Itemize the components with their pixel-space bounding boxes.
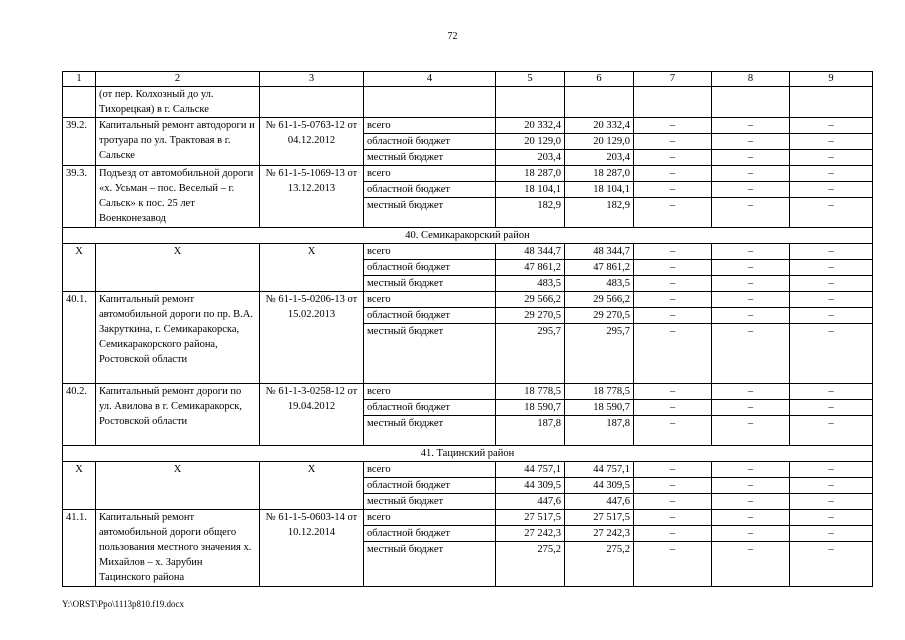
dash-cell: – bbox=[634, 478, 712, 494]
x-mark: Х bbox=[260, 462, 364, 510]
value-cell: 18 590,7 bbox=[565, 400, 634, 416]
value-cell: 27 242,3 bbox=[565, 526, 634, 542]
source-total: всего bbox=[364, 292, 496, 308]
row-number: 40.2. bbox=[63, 384, 96, 446]
value-cell: 203,4 bbox=[496, 150, 565, 166]
dash-cell: – bbox=[634, 244, 712, 260]
value-cell: 447,6 bbox=[565, 494, 634, 510]
value-cell: 18 778,5 bbox=[496, 384, 565, 400]
source-total: всего bbox=[364, 510, 496, 526]
dash-cell: – bbox=[712, 400, 790, 416]
source-local: местный бюджет bbox=[364, 324, 496, 384]
dash-cell: – bbox=[712, 118, 790, 134]
value-cell: 447,6 bbox=[496, 494, 565, 510]
col-header: 7 bbox=[634, 72, 712, 87]
dash-cell: – bbox=[790, 260, 873, 276]
dash-cell: – bbox=[634, 542, 712, 587]
dash-cell: – bbox=[790, 292, 873, 308]
value-cell: 20 332,4 bbox=[496, 118, 565, 134]
col-header: 2 bbox=[96, 72, 260, 87]
table-row bbox=[63, 510, 873, 526]
value-cell: 29 566,2 bbox=[496, 292, 565, 308]
value-cell: 275,2 bbox=[565, 542, 634, 587]
dash-cell: – bbox=[790, 150, 873, 166]
source-total: всего bbox=[364, 244, 496, 260]
source-regional: областной бюджет bbox=[364, 260, 496, 276]
contract-cell: № 61-1-5-0603-14 от 10.12.2014 bbox=[260, 510, 364, 587]
dash-cell: – bbox=[790, 510, 873, 526]
dash-cell: – bbox=[634, 384, 712, 400]
dash-cell: – bbox=[712, 198, 790, 228]
value-cell: 20 129,0 bbox=[496, 134, 565, 150]
x-mark: Х bbox=[63, 462, 96, 510]
source-total: всего bbox=[364, 384, 496, 400]
value-cell: 182,9 bbox=[496, 198, 565, 228]
value-cell: 44 757,1 bbox=[496, 462, 565, 478]
x-mark: Х bbox=[260, 244, 364, 292]
dash-cell: – bbox=[790, 182, 873, 198]
source-regional: областной бюджет bbox=[364, 308, 496, 324]
dash-cell: – bbox=[712, 134, 790, 150]
dash-cell: – bbox=[634, 198, 712, 228]
value-cell: 47 861,2 bbox=[496, 260, 565, 276]
dash-cell: – bbox=[790, 198, 873, 228]
contract-cell: № 61-1-5-1069-13 от 13.12.2013 bbox=[260, 166, 364, 228]
col-header: 1 bbox=[63, 72, 96, 87]
value-cell: 182,9 bbox=[565, 198, 634, 228]
dash-cell: – bbox=[712, 542, 790, 587]
table-row bbox=[63, 118, 873, 134]
object-name: Капитальный ремонт автомобильной дороги общего пользования местного значения х. Михайлов – х. Зарубин Тацинского района bbox=[96, 510, 260, 587]
dash-cell: – bbox=[712, 166, 790, 182]
dash-cell: – bbox=[712, 244, 790, 260]
value-cell: 20 332,4 bbox=[565, 118, 634, 134]
source-regional: областной бюджет bbox=[364, 400, 496, 416]
dash-cell: – bbox=[634, 324, 712, 384]
dash-cell: – bbox=[712, 478, 790, 494]
dash-cell: – bbox=[712, 182, 790, 198]
value-cell: 29 270,5 bbox=[565, 308, 634, 324]
source-local: местный бюджет bbox=[364, 150, 496, 166]
dash-cell: – bbox=[712, 308, 790, 324]
dash-cell: – bbox=[712, 462, 790, 478]
section-row bbox=[63, 228, 873, 244]
dash-cell: – bbox=[634, 260, 712, 276]
x-mark: Х bbox=[63, 244, 96, 292]
dash-cell: – bbox=[790, 416, 873, 446]
col-header: 3 bbox=[260, 72, 364, 87]
value-cell: 18 104,1 bbox=[496, 182, 565, 198]
source-regional: областной бюджет bbox=[364, 182, 496, 198]
dash-cell: – bbox=[790, 166, 873, 182]
col-header: 5 bbox=[496, 72, 565, 87]
value-cell bbox=[496, 87, 565, 118]
row-number: 39.2. bbox=[63, 118, 96, 166]
value-cell: 44 309,5 bbox=[496, 478, 565, 494]
value-cell: 203,4 bbox=[565, 150, 634, 166]
table-row bbox=[63, 87, 873, 118]
value-cell: 18 287,0 bbox=[496, 166, 565, 182]
value-cell: 295,7 bbox=[496, 324, 565, 384]
table-row bbox=[63, 462, 873, 478]
value-cell: 187,8 bbox=[496, 416, 565, 446]
dash-cell: – bbox=[790, 494, 873, 510]
col-header: 6 bbox=[565, 72, 634, 87]
value-cell bbox=[565, 87, 634, 118]
value-cell: 275,2 bbox=[496, 542, 565, 587]
value-cell bbox=[634, 87, 712, 118]
dash-cell: – bbox=[790, 308, 873, 324]
footer-file-path: Y:\ORST\Ppo\1113p810.f19.docx bbox=[62, 599, 185, 609]
dash-cell: – bbox=[634, 462, 712, 478]
dash-cell: – bbox=[790, 134, 873, 150]
row-number: 40.1. bbox=[63, 292, 96, 384]
header-row bbox=[63, 72, 873, 87]
dash-cell: – bbox=[712, 526, 790, 542]
page-number: 72 bbox=[447, 31, 458, 42]
col-header: 8 bbox=[712, 72, 790, 87]
dash-cell: – bbox=[790, 526, 873, 542]
source-regional: областной бюджет bbox=[364, 526, 496, 542]
source-local: местный бюджет bbox=[364, 198, 496, 228]
dash-cell: – bbox=[634, 526, 712, 542]
row-number: 39.3. bbox=[63, 166, 96, 228]
dash-cell: – bbox=[712, 292, 790, 308]
col-header: 9 bbox=[790, 72, 873, 87]
value-cell bbox=[790, 87, 873, 118]
dash-cell: – bbox=[634, 494, 712, 510]
budget-table bbox=[62, 71, 873, 587]
contract-cell: № 61-1-5-0206-13 от 15.02.2013 bbox=[260, 292, 364, 384]
dash-cell: – bbox=[712, 510, 790, 526]
dash-cell: – bbox=[712, 324, 790, 384]
table-row bbox=[63, 166, 873, 182]
object-name: (от пер. Колхозный до ул. Тихорецкая) в г. Сальске bbox=[96, 87, 260, 118]
value-cell: 295,7 bbox=[565, 324, 634, 384]
source-total: всего bbox=[364, 118, 496, 134]
dash-cell: – bbox=[712, 276, 790, 292]
dash-cell: – bbox=[634, 416, 712, 446]
source-local: местный бюджет bbox=[364, 494, 496, 510]
x-mark: Х bbox=[96, 462, 260, 510]
dash-cell: – bbox=[712, 384, 790, 400]
value-cell: 29 270,5 bbox=[496, 308, 565, 324]
dash-cell: – bbox=[790, 118, 873, 134]
source-cell bbox=[364, 87, 496, 118]
dash-cell: – bbox=[790, 244, 873, 260]
source-regional: областной бюджет bbox=[364, 478, 496, 494]
section-title: 41. Тацинский район bbox=[63, 446, 873, 462]
dash-cell: – bbox=[790, 384, 873, 400]
value-cell: 483,5 bbox=[496, 276, 565, 292]
dash-cell: – bbox=[634, 118, 712, 134]
dash-cell: – bbox=[634, 292, 712, 308]
dash-cell: – bbox=[634, 182, 712, 198]
value-cell: 187,8 bbox=[565, 416, 634, 446]
contract-cell: № 61-1-5-0763-12 от 04.12.2012 bbox=[260, 118, 364, 166]
dash-cell: – bbox=[790, 400, 873, 416]
value-cell: 18 778,5 bbox=[565, 384, 634, 400]
table-row bbox=[63, 292, 873, 308]
contract-cell: № 61-1-3-0258-12 от 19.04.2012 bbox=[260, 384, 364, 446]
x-mark: Х bbox=[96, 244, 260, 292]
value-cell: 18 287,0 bbox=[565, 166, 634, 182]
dash-cell: – bbox=[790, 478, 873, 494]
source-total: всего bbox=[364, 166, 496, 182]
table-row bbox=[63, 244, 873, 260]
source-total: всего bbox=[364, 462, 496, 478]
dash-cell: – bbox=[634, 400, 712, 416]
value-cell: 27 242,3 bbox=[496, 526, 565, 542]
dash-cell: – bbox=[712, 150, 790, 166]
dash-cell: – bbox=[712, 416, 790, 446]
section-title: 40. Семикаракорский район bbox=[63, 228, 873, 244]
value-cell: 44 309,5 bbox=[565, 478, 634, 494]
value-cell: 44 757,1 bbox=[565, 462, 634, 478]
object-name: Капитальный ремонт автодороги и тротуара по ул. Трактовая в г. Сальске bbox=[96, 118, 260, 166]
value-cell: 48 344,7 bbox=[565, 244, 634, 260]
value-cell bbox=[712, 87, 790, 118]
source-local: местный бюджет bbox=[364, 416, 496, 446]
object-name: Капитальный ремонт дороги по ул. Авилова в г. Семикаракорск, Ростовской области bbox=[96, 384, 260, 446]
dash-cell: – bbox=[634, 276, 712, 292]
dash-cell: – bbox=[634, 166, 712, 182]
row-number bbox=[63, 87, 96, 118]
dash-cell: – bbox=[634, 510, 712, 526]
contract-cell bbox=[260, 87, 364, 118]
col-header: 4 bbox=[364, 72, 496, 87]
value-cell: 483,5 bbox=[565, 276, 634, 292]
dash-cell: – bbox=[790, 542, 873, 587]
source-local: местный бюджет bbox=[364, 276, 496, 292]
row-number: 41.1. bbox=[63, 510, 96, 587]
section-row bbox=[63, 446, 873, 462]
object-name: Подъезд от автомобильной дороги «х. Усьман – пос. Веселый – г. Сальск» к пос. 25 лет Военконезавод bbox=[96, 166, 260, 228]
source-local: местный бюджет bbox=[364, 542, 496, 587]
table-row bbox=[63, 384, 873, 400]
dash-cell: – bbox=[790, 324, 873, 384]
value-cell: 29 566,2 bbox=[565, 292, 634, 308]
dash-cell: – bbox=[634, 308, 712, 324]
value-cell: 27 517,5 bbox=[565, 510, 634, 526]
value-cell: 20 129,0 bbox=[565, 134, 634, 150]
source-regional: областной бюджет bbox=[364, 134, 496, 150]
value-cell: 47 861,2 bbox=[565, 260, 634, 276]
dash-cell: – bbox=[634, 134, 712, 150]
value-cell: 18 590,7 bbox=[496, 400, 565, 416]
value-cell: 27 517,5 bbox=[496, 510, 565, 526]
dash-cell: – bbox=[790, 276, 873, 292]
value-cell: 18 104,1 bbox=[565, 182, 634, 198]
dash-cell: – bbox=[712, 494, 790, 510]
object-name: Капитальный ремонт автомобильной дороги по пр. В.А. Закруткина, г. Семикаракорска, Семикаракорского района, Ростовской области bbox=[96, 292, 260, 384]
dash-cell: – bbox=[712, 260, 790, 276]
dash-cell: – bbox=[634, 150, 712, 166]
value-cell: 48 344,7 bbox=[496, 244, 565, 260]
dash-cell: – bbox=[790, 462, 873, 478]
